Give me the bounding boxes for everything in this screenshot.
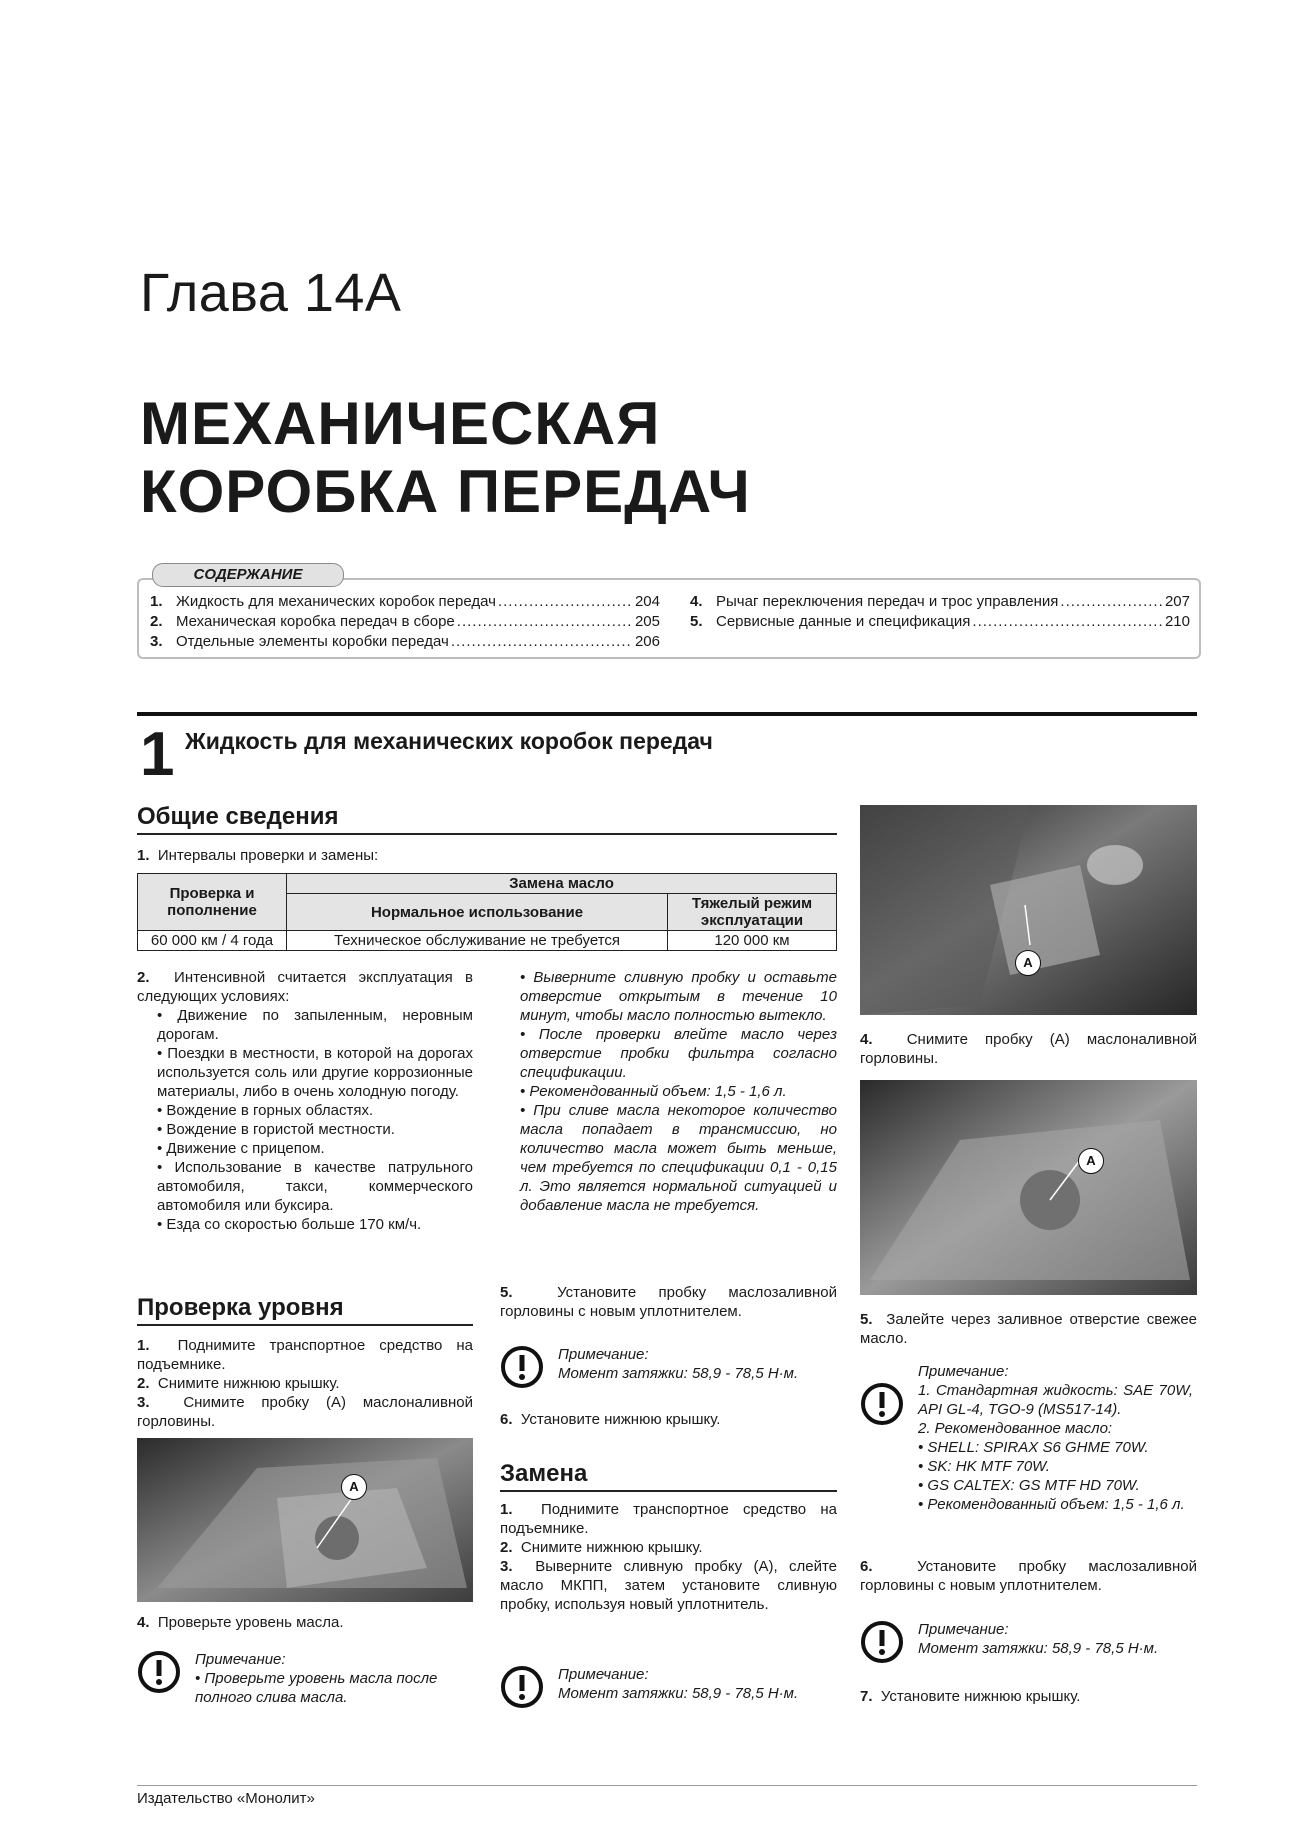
note-body <box>195 1650 470 1707</box>
note-text: Момент затяжки: 58,9 - 78,5 Н·м. <box>918 1640 1159 1657</box>
step-text: Интенсивной считается эксплуатация в следующих условиях: <box>137 969 473 1005</box>
list-item: • Выверните сливную пробку и оставьте отверстие открытым в течение 10 минут, чтобы масло полностью вытекло. <box>520 969 837 1024</box>
list-item: • Рекомендованный объем: 1,5 - 1,6 л. <box>520 1083 787 1100</box>
table-cell: 60 000 км / 4 года <box>138 931 287 951</box>
general-step-1 <box>137 846 837 865</box>
toc-text: Жидкость для механических коробок передач <box>176 593 496 610</box>
step-num: 5. <box>500 1284 513 1301</box>
table-header-replace: Замена масло <box>287 874 837 894</box>
photo-filler-plug-top <box>860 805 1197 1015</box>
toc-num: 2. <box>150 613 163 630</box>
chapter-title-line-1: МЕХАНИЧЕСКАЯ <box>140 390 661 457</box>
step-text: Установите нижнюю крышку. <box>880 1688 1081 1705</box>
warning-icon <box>137 1650 181 1694</box>
table-header-check: Проверка и пополнение <box>138 874 287 931</box>
section-rule <box>137 712 1197 716</box>
note-body <box>558 1345 833 1383</box>
step-text: Установите пробку маслозаливной горловины с новым уплотнителем. <box>500 1284 837 1320</box>
column2-step-5 <box>500 1283 837 1321</box>
list-item: • Движение по запыленным, неровным дорогам. <box>157 1007 473 1043</box>
list-item: • Использование в качестве патрульного автомобиля, такси, коммерческого автомобиля или буксира. <box>157 1159 473 1214</box>
toc-right-column <box>690 592 1190 632</box>
level-step-4 <box>137 1613 473 1632</box>
toc-text: Рычаг переключения передач и трос управления <box>716 593 1059 610</box>
note-line: • Рекомендованный объем: 1,5 - 1,6 л. <box>918 1496 1185 1513</box>
callout-a: A <box>1078 1148 1104 1174</box>
table-cell: 120 000 км <box>668 931 837 951</box>
filler-plug-photo-graphic <box>860 805 1197 1015</box>
step-num: 5. <box>860 1311 873 1328</box>
table-header-normal: Нормальное использование <box>287 894 668 931</box>
toc-leader <box>457 612 633 632</box>
table-row <box>138 931 837 951</box>
toc-num: 3. <box>150 633 163 650</box>
step-num: 6. <box>860 1558 873 1575</box>
toc-item[interactable] <box>150 592 660 612</box>
step-num: 4. <box>860 1031 873 1048</box>
toc-num: 1. <box>150 593 163 610</box>
step-text: Снимите пробку (А) маслоналивной горловины. <box>860 1031 1197 1067</box>
note-title: Примечание: <box>918 1363 1009 1380</box>
note-body <box>918 1620 1193 1658</box>
toc-leader <box>1060 592 1163 612</box>
toc-leader <box>451 632 633 652</box>
step-num: 2. <box>137 969 150 986</box>
list-item: • При сливе масла некоторое количество масла попадает в трансмиссию, но количество масла может быть меньше, чем требуется по спецификации 0,1 - 0,15 л. Это является нормальной ситуацией и добавление масла не требуется. <box>520 1102 837 1214</box>
toc-page: 206 <box>634 633 660 650</box>
toc-num: 4. <box>690 593 703 610</box>
list-item: • После проверки влейте масло через отверстие пробки фильтра согласно спецификации. <box>520 1026 837 1081</box>
toc-item[interactable] <box>150 612 660 632</box>
column3-step-4 <box>860 1030 1197 1068</box>
callout-a: A <box>1015 950 1041 976</box>
toc-item[interactable] <box>690 592 1190 612</box>
note-line: 2. Рекомендованное масло: <box>918 1420 1113 1437</box>
step-num: 1. <box>137 847 150 864</box>
step-text: Установите нижнюю крышку. <box>520 1411 721 1428</box>
note-column3-2 <box>860 1620 1197 1668</box>
column3-step-7 <box>860 1687 1197 1706</box>
note-text: Момент затяжки: 58,9 - 78,5 Н·м. <box>558 1685 799 1702</box>
step-num: 2. <box>137 1375 150 1392</box>
toc-text: Отдельные элементы коробки передач <box>176 633 449 650</box>
list-item: • Поездки в местности, в которой на дорогах используется соль или другие коррозионные материалы, либо в очень холодную погоду. <box>157 1045 473 1100</box>
level-heading: Проверка уровня <box>137 1294 473 1326</box>
toc-text: Сервисные данные и спецификация <box>716 613 971 630</box>
toc-left-column <box>150 592 660 652</box>
list-item: • Движение с прицепом. <box>157 1140 325 1157</box>
section-title: Жидкость для механических коробок передач <box>185 728 713 754</box>
toc-item[interactable] <box>690 612 1190 632</box>
list-item: • Вождение в горных областях. <box>157 1102 374 1119</box>
toc-item[interactable] <box>150 632 660 652</box>
step-num: 7. <box>860 1688 873 1705</box>
step-text: Снимите нижнюю крышку. <box>520 1539 703 1556</box>
step-num: 6. <box>500 1411 513 1428</box>
step-text: Интервалы проверки и замены: <box>157 847 379 864</box>
chapter-label: Глава 14А <box>140 263 402 323</box>
toc-text: Механическая коробка передач в сборе <box>176 613 455 630</box>
note-title: Примечание: <box>558 1666 649 1683</box>
column2-italic-notes <box>500 968 837 1215</box>
note-line: • SHELL: SPIRAX S6 GHME 70W. <box>918 1439 1149 1456</box>
note-column2-1 <box>500 1345 837 1393</box>
toc-page: 204 <box>634 593 660 610</box>
note-body <box>918 1362 1193 1514</box>
note-line: • GS CALTEX: GS MTF HD 70W. <box>918 1477 1140 1494</box>
note-line: • SK: HK MTF 70W. <box>918 1458 1050 1475</box>
photo-filler-hole <box>860 1080 1197 1295</box>
publisher-footer: Издательство «Монолит» <box>137 1790 315 1807</box>
step-text: Поднимите транспортное средство на подъемнике. <box>137 1337 473 1373</box>
footer-rule <box>137 1785 1197 1786</box>
general-heading: Общие сведения <box>137 803 837 835</box>
step-text: Снимите пробку (А) маслоналивной горловины. <box>137 1394 473 1430</box>
intervals-table <box>137 873 837 951</box>
note-replace <box>500 1665 837 1713</box>
warning-icon <box>860 1382 904 1426</box>
step-text: Установите пробку маслозаливной горловины с новым уплотнителем. <box>860 1558 1197 1594</box>
note-title: Примечание: <box>558 1346 649 1363</box>
toc-leader <box>498 592 633 612</box>
step-num: 3. <box>500 1558 513 1575</box>
warning-icon <box>500 1665 544 1709</box>
column2-step-6 <box>500 1410 837 1429</box>
table-header-severe: Тяжелый режим эксплуатации <box>668 894 837 931</box>
toc-num: 5. <box>690 613 703 630</box>
column3-step-5 <box>860 1310 1197 1348</box>
callout-a: A <box>341 1474 367 1500</box>
gearbox-photo-graphic <box>137 1438 473 1602</box>
toc-page: 207 <box>1164 593 1190 610</box>
step-text: Поднимите транспортное средство на подъемнике. <box>500 1501 837 1537</box>
note-column3-1 <box>860 1362 1197 1522</box>
note-line: 1. Стандартная жидкость: SAE 70W, API GL-4, TGO-9 (MS517-14). <box>918 1382 1193 1418</box>
section-number: 1 <box>140 720 175 789</box>
list-item: • Езда со скоростью больше 170 км/ч. <box>157 1216 422 1233</box>
column3-step-6 <box>860 1557 1197 1595</box>
step-text: Залейте через заливное отверстие свежее масло. <box>860 1311 1197 1347</box>
toc-label: СОДЕРЖАНИЕ <box>152 563 344 587</box>
list-item: • Вождение в гористой местности. <box>157 1121 395 1138</box>
photo-gearbox-level <box>137 1438 473 1602</box>
note-text: Момент затяжки: 58,9 - 78,5 Н·м. <box>558 1365 799 1382</box>
step-text: Снимите нижнюю крышку. <box>157 1375 340 1392</box>
replace-steps <box>500 1500 837 1614</box>
note-level <box>137 1650 473 1710</box>
toc-page: 205 <box>634 613 660 630</box>
step-text: Проверьте уровень масла. <box>157 1614 344 1631</box>
table-cell: Техническое обслуживание не требуется <box>287 931 668 951</box>
note-body <box>558 1665 833 1703</box>
step-num: 1. <box>137 1337 150 1354</box>
step-num: 3. <box>137 1394 150 1411</box>
chapter-title <box>140 390 751 526</box>
warning-icon <box>860 1620 904 1664</box>
step-text: Выверните сливную пробку (А), слейте масло МКПП, затем установите сливную пробку, используя новый уплотнитель. <box>500 1558 837 1613</box>
general-step-2 <box>137 968 473 1234</box>
step-num: 4. <box>137 1614 150 1631</box>
note-title: Примечание: <box>195 1651 286 1668</box>
note-title: Примечание: <box>918 1621 1009 1638</box>
table-row <box>138 874 837 894</box>
warning-icon <box>500 1345 544 1389</box>
note-text: • Проверьте уровень масла после полного слива масла. <box>195 1670 438 1706</box>
toc-page: 210 <box>1164 613 1190 630</box>
chapter-title-line-2: КОРОБКА ПЕРЕДАЧ <box>140 458 751 525</box>
toc-leader <box>972 612 1163 632</box>
filler-hole-photo-graphic <box>860 1080 1197 1295</box>
level-steps <box>137 1336 473 1431</box>
step-num: 1. <box>500 1501 513 1518</box>
replace-heading: Замена <box>500 1460 837 1492</box>
step-num: 2. <box>500 1539 513 1556</box>
